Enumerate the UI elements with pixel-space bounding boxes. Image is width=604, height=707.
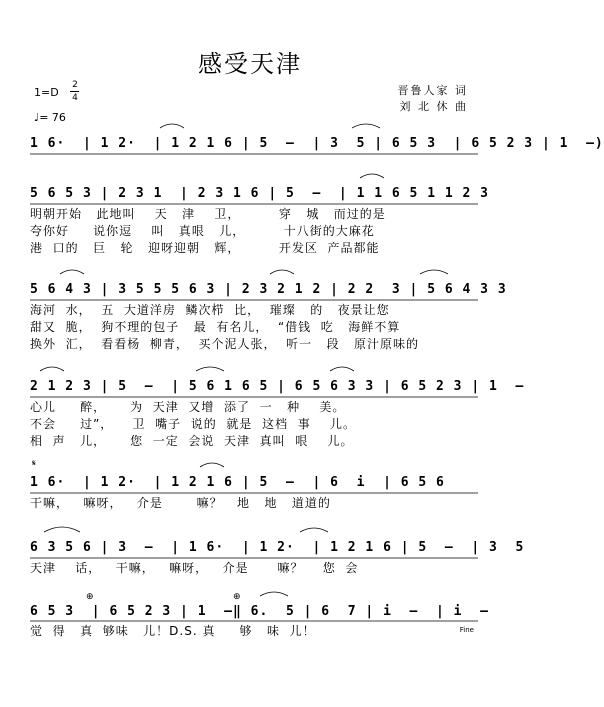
segno-sign: 𝄋 (32, 459, 36, 469)
composer-credit: 刘 北 休 曲 (399, 100, 468, 113)
song-title: 感受天津 (198, 50, 302, 78)
coda-sign-2: ⊕ (233, 592, 241, 602)
music-line-7: 6 5 3 | 6 5 2 3 | 1 –‖ 6. 5 | 6 7 | i – | i – (30, 604, 489, 619)
lyric-line-3-3: 换外 汇， 看看杨 柳青， 买个泥人张， 听一 段 原汁原味的 (30, 337, 420, 351)
slur-mark (44, 527, 80, 532)
lyric-line-3-1: 海河 水， 五 大道洋房 鳞次栉 比， 璀璨 的 夜景让您 (30, 303, 390, 317)
slur-mark (360, 174, 384, 178)
lyric-line-2-1: 明朝开始 此地叫 天 津 卫， 穿 城 而过的是 (30, 207, 386, 221)
music-line-2: 5 6 5 3 | 2 3 1 | 2 3 1 6 | 5 – | 1 1 6 5 1 1 2 3 (30, 186, 489, 201)
fine-marking: Fine (459, 626, 474, 634)
slur-mark (40, 367, 64, 371)
lyric-line-3-2: 甜又 脆， 狗不理的包子 最 有名儿， “借钱 吃 海鲜不算 (30, 320, 401, 334)
time-signature-bottom: 4 (72, 93, 78, 103)
lyric-line-4-2: 不会 过”， 卫 嘴子 说的 就是 这档 事 儿。 (30, 417, 356, 431)
music-line-3: 5 6 4 3 | 3 5 5 5 6 3 | 2 3 2 1 2 | 2 2 3 | 5 6 4 3 3 (30, 282, 507, 297)
slur-mark (330, 367, 354, 371)
coda-sign: ⊕ (86, 592, 94, 602)
slur-mark (420, 270, 448, 274)
slur-mark (60, 270, 84, 274)
key-signature: 1=D (34, 86, 59, 99)
music-line-6: 6 3 5 6 | 3 – | 1 6· | 1 2· | 1 2 1 6 | 5 – | 3 5 (30, 540, 525, 555)
music-line-4: 2 1 2 3 | 5 – | 5 6 1 6 5 | 6 5 6 3 3 | 6 5 2 3 | 1 – (30, 379, 525, 394)
slur-mark (260, 592, 288, 596)
lyric-line-6-1: 天津 话， 干嘛， 嘛呀， 介是 嘛？ 您 会 (30, 561, 359, 575)
lyricist-credit: 晋鲁人家 词 (397, 84, 468, 97)
slur-mark (200, 463, 224, 467)
slur-mark (196, 367, 224, 371)
music-line-5: 1 6· | 1 2· | 1 2 1 6 | 5 – | 6 i | 6 5 6 (30, 475, 445, 490)
lyric-line-5-1: 干嘛， 嘛呀， 介是 嘛？ 地 地 道道的 (30, 496, 331, 510)
slur-mark (352, 124, 380, 128)
lyric-line-4-1: 心儿 醉， 为 天津 又增 添了 一 种 美。 (30, 400, 346, 414)
tempo-marking: ♩= 76 (34, 111, 66, 124)
slur-mark (300, 528, 328, 532)
lyric-line-4-3: 相 声 儿， 您 一定 会说 天津 真叫 哏 儿。 (30, 434, 354, 448)
time-signature-top: 2 (72, 80, 78, 90)
lyric-line-7-1: 觉 得 真 够味 儿！D.S. 真 够 味 儿！ (30, 624, 316, 638)
slur-mark (160, 124, 184, 128)
music-line-1: 1 6· | 1 2· | 1 2 1 6 | 5 – | 3 5 | 6 5 3 | 6 5 2 3 | 1 –) (30, 136, 604, 151)
lyric-line-2-3: 港 口的 巨 轮 迎呀迎朝 辉， 开发区 产品都能 (30, 241, 380, 255)
lyric-line-2-2: 夸你好 说你逗 叫 真哏 儿， 十八街的大麻花 (30, 224, 375, 238)
slur-mark (270, 270, 294, 274)
